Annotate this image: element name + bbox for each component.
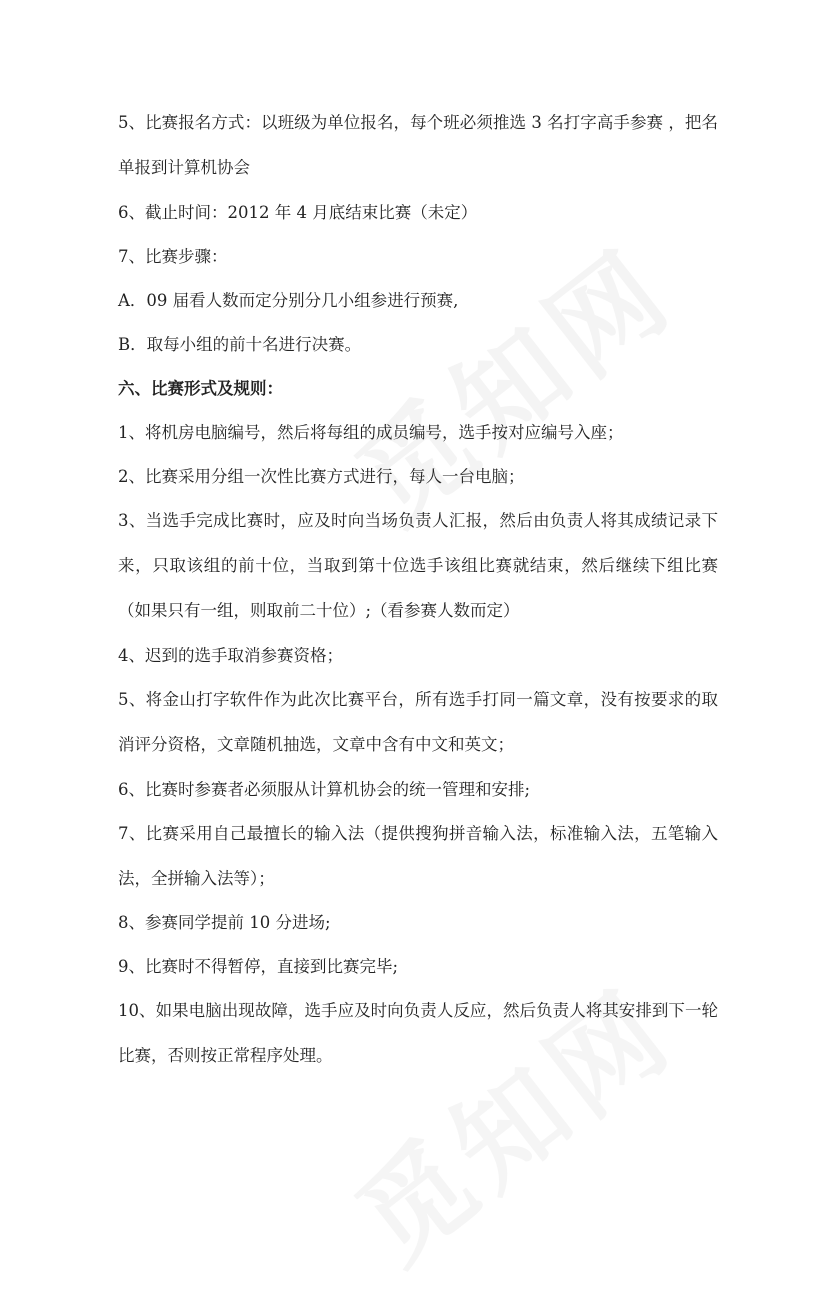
rule-9: 9、比赛时不得暂停，直接到比赛完毕; (118, 957, 399, 976)
rule-3: 3、当选手完成比赛时，应及时向当场负责人汇报，然后由负责人将其成绩记录下来，只取该组的前十位，当取到第十位选手该组比赛就结束，然后继续下组比赛（如果只有一组，则取前二十位）;（看参赛人数而定） (118, 511, 718, 620)
rule-2: 2、比赛采用分组一次性比赛方式进行，每人一台电脑； (118, 467, 525, 486)
paragraph-deadline: 6、截止时间：2012 年 4 月底结束比赛（未定） (118, 203, 478, 222)
rule-1: 1、将机房电脑编号，然后将每组的成员编号，选手按对应编号入座； (118, 423, 624, 442)
rule-5: 5、将金山打字软件作为此次比赛平台，所有选手打同一篇文章，没有按要求的取消评分资格，文章随机抽选，文章中含有中文和英文； (118, 690, 718, 754)
paragraph-step-b: B．取每小组的前十名进行决赛。 (118, 335, 362, 354)
rule-8: 8、参赛同学提前 10 分进场; (118, 913, 331, 932)
paragraph-registration-method: 5、比赛报名方式：以班级为单位报名，每个班必须推选 3 名打字高手参赛 ，把名单报到计算机协会 (118, 113, 718, 177)
paragraph-steps: 7、比赛步骤： (118, 247, 228, 266)
section-heading-rules: 六、比赛形式及规则： (118, 379, 283, 398)
rule-6: 6、比赛时参赛者必须服从计算机协会的统一管理和安排; (118, 780, 531, 799)
rule-10: 10、如果电脑出现故障，选手应及时向负责人反应，然后负责人将其安排到下一轮比赛，否则按正常程序处理。 (118, 1001, 718, 1065)
rule-4: 4、迟到的选手取消参赛资格； (118, 646, 343, 665)
paragraph-step-a: A．09 届看人数而定分别分几小组参进行预赛, (118, 291, 459, 310)
rule-7: 7、比赛采用自己最擅长的输入法（提供搜狗拼音输入法，标准输入法，五笔输入法，全拼输入法等）； (118, 824, 718, 888)
